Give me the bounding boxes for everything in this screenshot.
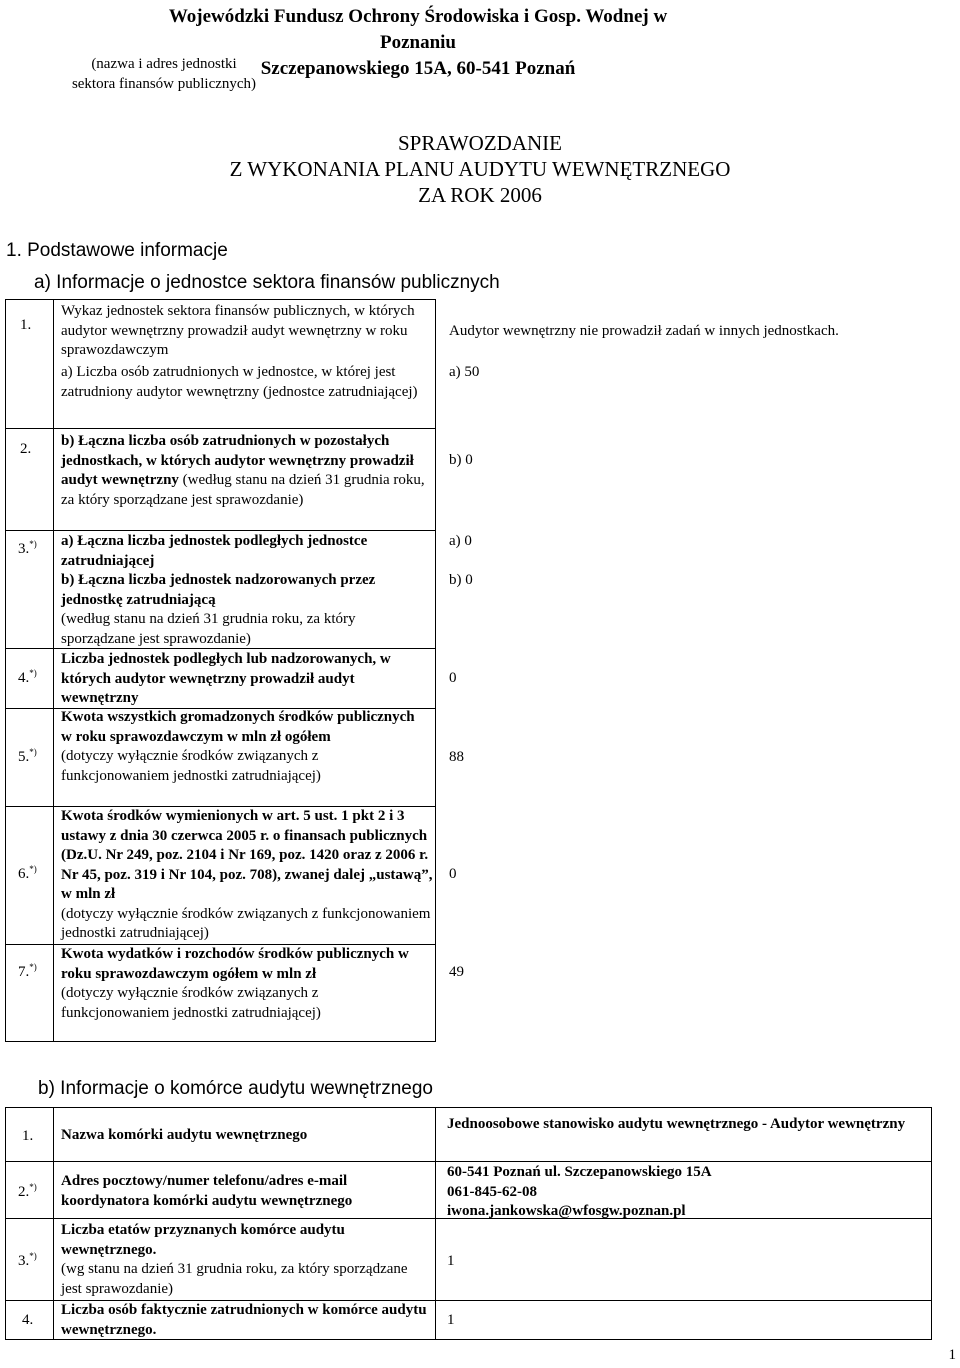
row6-number: 6. bbox=[18, 866, 30, 882]
staff-value: 1 bbox=[447, 1312, 455, 1328]
row2-label-note: (według stanu na dzień 31 grudnia roku, za który sporządzane jest sprawozdanie) bbox=[61, 472, 425, 508]
row5-label-bold: Kwota wszystkich gromadzonych środków publicznych w roku sprawozdawczym w mln zł ogółem bbox=[61, 709, 415, 745]
unit-note bbox=[64, 54, 264, 94]
positions-label-bold: Liczba etatów przyznanych komórce audytu wewnętrznego. bbox=[61, 1222, 345, 1258]
footnote-marker: *) bbox=[29, 1251, 37, 1261]
row1-value: Audytor wewnętrzny nie prowadził zadań w innych jednostkach. bbox=[449, 323, 839, 339]
coordinator-contact-label: Adres pocztowy/numer telefonu/adres e-mail koordynatora komórki audytu wewnętrznego bbox=[61, 1173, 353, 1209]
unit-name-value: Jednoosobowe stanowisko audytu wewnętrznego - Audytor wewnętrzny bbox=[447, 1116, 906, 1132]
footnote-marker: *) bbox=[29, 539, 37, 549]
row3a-label: a) Łączna liczba jednostek podległych jednostce zatrudniającej bbox=[61, 533, 368, 569]
section1-subheading: a) Informacje o jednostce sektora finansów publicznych bbox=[34, 272, 500, 293]
contact-address: 60-541 Poznań ul. Szczepanowskiego 15A bbox=[447, 1164, 712, 1180]
row-number bbox=[18, 865, 37, 884]
row5-label-note: (dotyczy wyłącznie środków związanych z funkcjonowaniem jednostki zatrudniającej) bbox=[61, 748, 321, 784]
positions-value: 1 bbox=[447, 1253, 455, 1269]
row7-number: 7. bbox=[18, 964, 30, 980]
institution-line-1: Wojewódzki Fundusz Ochrony Środowiska i Gosp. Wodnej w Poznaniu bbox=[168, 6, 668, 53]
footnote-marker: *) bbox=[29, 962, 37, 972]
unit-note-line-1: (nazwa i adres jednostki bbox=[91, 56, 237, 72]
row7-label bbox=[61, 945, 429, 1023]
row7-value: 49 bbox=[449, 964, 464, 980]
s2-row3-number: 3. bbox=[18, 1253, 30, 1269]
row-number bbox=[18, 1252, 37, 1271]
footnote-marker: *) bbox=[29, 864, 37, 874]
row-number bbox=[18, 540, 37, 559]
row3b-value: b) 0 bbox=[449, 572, 473, 588]
contact-phone: 061-845-62-08 bbox=[447, 1183, 537, 1200]
row2-value: b) 0 bbox=[449, 452, 473, 468]
title-line-3: ZA ROK 2006 bbox=[418, 183, 542, 207]
row-number: 1. bbox=[22, 1128, 34, 1144]
footnote-marker: *) bbox=[29, 747, 37, 757]
row5-label bbox=[61, 708, 429, 786]
row6-label-bold: Kwota środków wymienionych w art. 5 ust. 1 pkt 2 i 3 ustawy z dnia 30 czerwca 2005 r. o finansach publicznych (Dz.U. Nr 249, poz. 2104 i Nr 169, poz. 1420 oraz z 2006 r. Nr 45, poz. 319 i Nr 104, poz. 708), zwanej dalej „ustawą”, w mln zł bbox=[61, 808, 433, 902]
row3b-label-note: (według stanu na dzień 31 grudnia roku, za który sporządzane jest sprawozdanie) bbox=[61, 611, 356, 647]
coordinator-contact-value bbox=[447, 1163, 927, 1222]
row3b-label-bold: b) Łączna liczba jednostek nadzorowanych przez jednostkę zatrudniającą bbox=[61, 572, 376, 608]
row-number: 4. bbox=[22, 1312, 34, 1328]
contact-email: iwona.jankowska@wfosgw.poznan.pl bbox=[447, 1203, 686, 1219]
report-title bbox=[180, 130, 780, 208]
row-number bbox=[18, 1183, 37, 1202]
row-number bbox=[18, 748, 37, 767]
row1-subvalue: a) 50 bbox=[449, 364, 480, 380]
row5-value: 88 bbox=[449, 749, 464, 765]
row4-value: 0 bbox=[449, 670, 457, 686]
row-number: 1. bbox=[20, 317, 32, 333]
row6-label bbox=[61, 807, 437, 944]
row3-number: 3. bbox=[18, 541, 30, 557]
row-number bbox=[18, 963, 37, 982]
positions-label-note: (wg stanu na dzień 31 grudnia roku, za który sporządzane jest sprawozdanie) bbox=[61, 1261, 408, 1297]
s2-row2-number: 2. bbox=[18, 1184, 30, 1200]
footnote-marker: *) bbox=[29, 668, 37, 678]
positions-label bbox=[61, 1221, 429, 1299]
row4-number: 4. bbox=[18, 670, 30, 686]
row7-label-note: (dotyczy wyłącznie środków związanych z funkcjonowaniem jednostki zatrudniającej) bbox=[61, 985, 321, 1021]
row3a-value: a) 0 bbox=[449, 533, 472, 549]
row5-number: 5. bbox=[18, 749, 30, 765]
row1-sublabel: a) Liczba osób zatrudnionych w jednostce, w której jest zatrudniony audytor wewnętrzny (jednostce zatrudniającej) bbox=[61, 364, 418, 400]
row4-label: Liczba jednostek podległych lub nadzorowanych, w których audytor wewnętrzny prowadził audyt wewnętrzny bbox=[61, 651, 391, 706]
row-number: 2. bbox=[20, 441, 32, 457]
unit-note-line-2: sektora finansów publicznych) bbox=[71, 76, 257, 92]
title-line-2: Z WYKONANIA PLANU AUDYTU WEWNĘTRZNEGO bbox=[229, 157, 731, 181]
row7-label-bold: Kwota wydatków i rozchodów środków publicznych w roku sprawozdawczym ogółem w mln zł bbox=[61, 946, 409, 982]
staff-label: Liczba osób faktycznie zatrudnionych w komórce audytu wewnętrznego. bbox=[61, 1302, 427, 1338]
row2-label bbox=[61, 432, 433, 510]
row3b-label bbox=[61, 571, 429, 649]
page-number: 1 bbox=[948, 1347, 956, 1363]
row6-label-note: (dotyczy wyłącznie środków związanych z funkcjonowaniem jednostki zatrudniającej) bbox=[61, 905, 431, 941]
footnote-marker: *) bbox=[29, 1182, 37, 1192]
section2-heading: b) Informacje o komórce audytu wewnętrznego bbox=[38, 1078, 433, 1099]
section1-heading: 1. Podstawowe informacje bbox=[6, 240, 228, 261]
row1-label: Wykaz jednostek sektora finansów publicznych, w których audytor wewnętrzny prowadził audyt wewnętrzny w roku sprawozdawczym bbox=[61, 303, 415, 358]
title-line-1: SPRAWOZDANIE bbox=[398, 131, 562, 155]
institution-line-2: Szczepanowskiego 15A, 60-541 Poznań bbox=[260, 58, 576, 79]
row-number bbox=[18, 669, 37, 688]
row6-value: 0 bbox=[449, 866, 457, 882]
unit-name-label: Nazwa komórki audytu wewnętrznego bbox=[61, 1127, 308, 1143]
row2-label-bold: b) Łączna liczba osób zatrudnionych w pozostałych jednostkach, w których audytor wewnętrzny prowadził audyt wewnętrzny bbox=[61, 433, 414, 488]
